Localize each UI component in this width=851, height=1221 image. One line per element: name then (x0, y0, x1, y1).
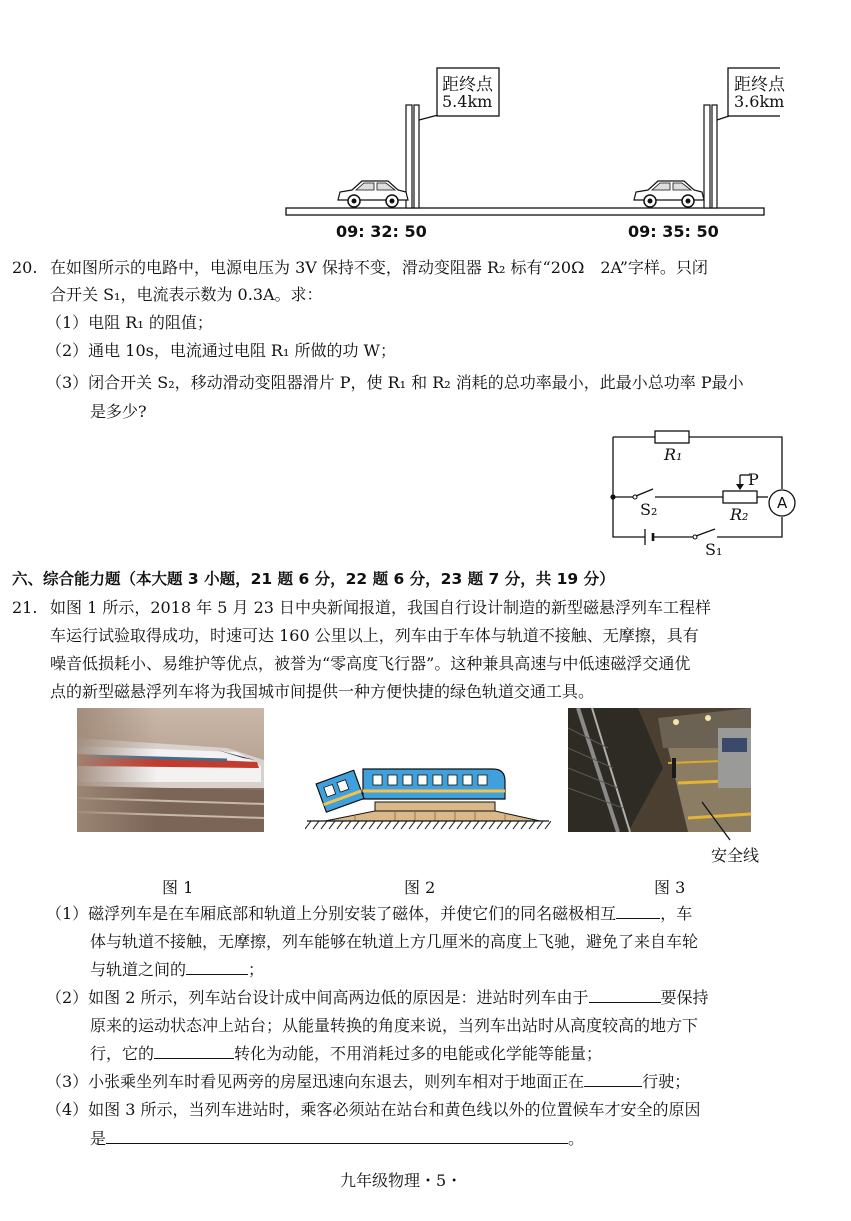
figure-1-train-photo (77, 708, 264, 832)
figure-2-platform-diagram (305, 765, 551, 837)
sign-1-line2: 5.4km (442, 92, 493, 111)
q21-part3-blank[interactable] (584, 1071, 642, 1087)
r2-resistor (723, 491, 757, 503)
q21-part1-blank1[interactable] (616, 903, 660, 919)
time-label-1: 09: 32: 50 (336, 222, 427, 241)
section-6-heading: 六、综合能力题（本大题 3 小题，21 题 6 分，22 题 6 分，23 题 7 分，共 19 分） (12, 570, 615, 588)
q21-part1-line3: 与轨道之间的 ； (90, 960, 265, 979)
q21-part2-line3: 行，它的 转化为动能，不用消耗过多的电能或化学能等能量； (90, 1044, 603, 1063)
q21-part4-blank[interactable] (106, 1128, 568, 1144)
q20-sub2: （2）通电 10s，电流通过电阻 R₁ 所做的功 W； (46, 341, 397, 360)
q21-part3-line1: （3）小张乘坐列车时看见两旁的房屋迅速向东退去，则列车相对于地面正在 行驶； (46, 1072, 691, 1091)
safety-line-label: 安全线 (711, 846, 760, 865)
car-1 (338, 181, 408, 207)
q21-line4: 点的新型磁悬浮列车将为我国城市间提供一种方便快捷的绿色轨道交通工具。 (50, 682, 595, 701)
q21-part1-blank2[interactable] (186, 959, 248, 975)
q20-line2: 合开关 S₁，电流表示数为 0.3A。求： (50, 285, 323, 304)
circuit-r2-label: R₂ (730, 505, 749, 524)
safety-line-pointer (700, 800, 750, 845)
circuit-r1-label: R₁ (664, 445, 683, 464)
sign-2-line1: 距终点 (734, 75, 785, 95)
q21-part2-blank2[interactable] (154, 1043, 234, 1059)
sign-2-line2: 3.6km (734, 92, 785, 111)
figure-1-caption: 图 1 (162, 878, 194, 897)
q21-part2-blank1[interactable] (589, 987, 661, 1003)
car-2 (634, 181, 704, 207)
figure-2-caption: 图 2 (404, 878, 436, 897)
time-label-2: 09: 35: 50 (628, 222, 719, 241)
q20-number: 20. (12, 258, 38, 277)
q21-part2-line2: 原来的运动状态冲上站台；从能量转换的角度来说，当列车出站时从高度较高的地方下 (90, 1016, 699, 1035)
road-distance-figure (280, 60, 780, 245)
q20-sub1: （1）电阻 R₁ 的阻值； (46, 313, 213, 332)
q21-number: 21. (12, 598, 38, 617)
circuit-s2-label: S₂ (640, 500, 658, 519)
q21-line1: 如图 1 所示，2018 年 5 月 23 日中央新闻报道，我国自行设计制造的新型磁悬浮列车工程样 (50, 598, 712, 617)
q21-part4-line2: 是 。 (90, 1129, 585, 1148)
circuit-ammeter-label: A (777, 494, 788, 512)
sign-1-line1: 距终点 (442, 75, 493, 95)
figure-3-caption: 图 3 (654, 878, 686, 897)
page-footer: 九年级物理・5・ (340, 1171, 463, 1190)
q21-line3: 噪音低损耗小、易维护等优点，被誉为“零高度飞行器”。这种兼具高速与中低速磁浮交通优 (50, 654, 691, 673)
circuit-s1-label: S₁ (705, 540, 723, 559)
q20-line1: 在如图所示的电路中，电源电压为 3V 保持不变，滑动变阻器 R₂ 标有“20Ω 2A”字样。只闭 (50, 258, 708, 277)
q20-sub3: （3）闭合开关 S₂，移动滑动变阻器滑片 P，使 R₁ 和 R₂ 消耗的总功率最小，此最小总功率 P最小 (46, 373, 744, 392)
r1-resistor (655, 431, 689, 443)
q21-part2-line1: （2）如图 2 所示，列车站台设计成中间高两边低的原因是：进站时列车由于 要保持 (46, 988, 709, 1007)
q21-part1-line2: 体与轨道不接触，无摩擦，列车能够在轨道上方几厘米的高度上飞驰，避免了来自车轮 (90, 932, 699, 951)
circuit-p-label: P (748, 470, 759, 489)
q21-part4-line1: （4）如图 3 所示，当列车进站时，乘客必须站在站台和黄色线以外的位置候车才安全的原因 (46, 1100, 701, 1119)
q21-line2: 车运行试验取得成功，时速可达 160 公里以上，列车由于车体与轨道不接触、无摩擦，具有 (50, 626, 699, 645)
q21-part1-line1: （1）磁浮列车是在车厢底部和轨道上分别安装了磁体，并使它们的同名磁极相互 ，车 (46, 904, 693, 923)
q20-sub3-cont: 是多少? (90, 402, 147, 421)
